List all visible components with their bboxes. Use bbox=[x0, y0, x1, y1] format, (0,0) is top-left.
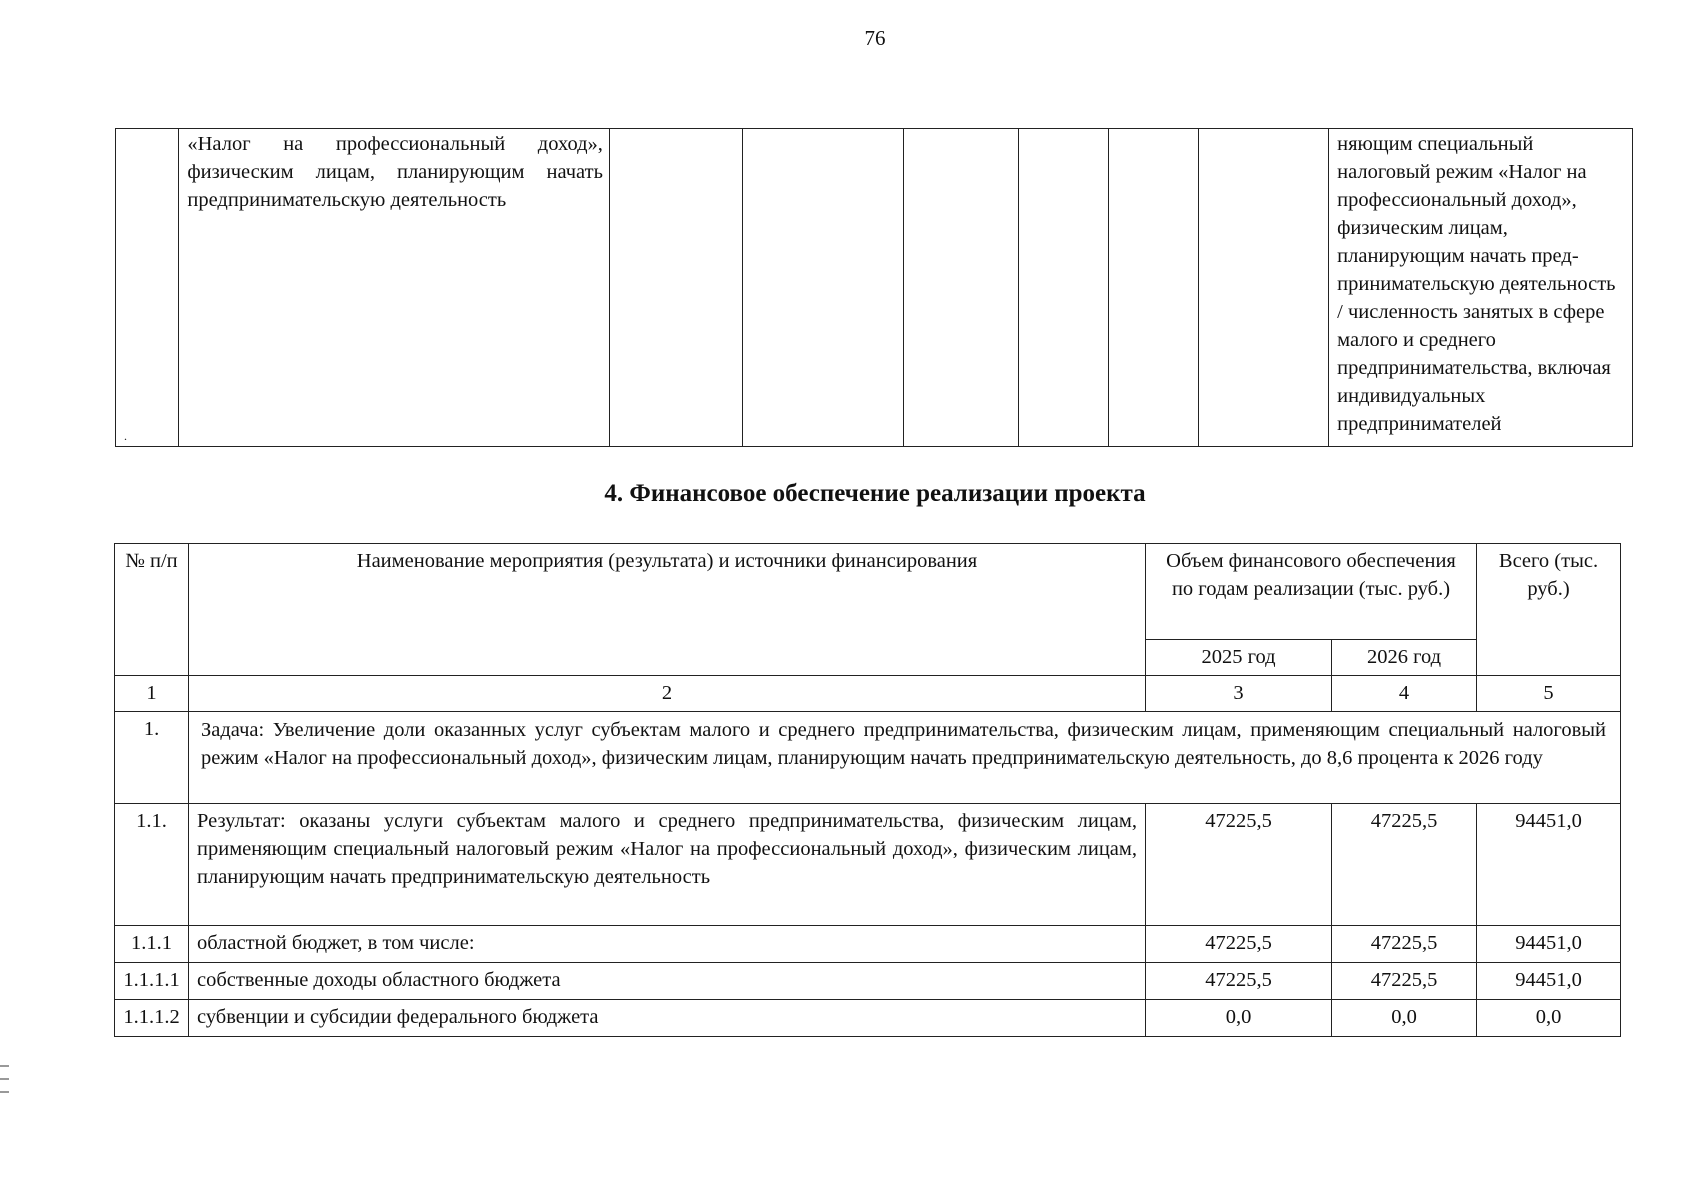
row-name: субвенции и субсидии федерального бюджета bbox=[189, 1000, 1146, 1037]
row-value-2026: 47225,5 bbox=[1332, 804, 1477, 926]
row-total: 94451,0 bbox=[1477, 804, 1621, 926]
page-number: 76 bbox=[864, 26, 886, 50]
column-number: 4 bbox=[1332, 676, 1477, 712]
header-year-2026: 2026 год bbox=[1332, 640, 1477, 676]
table-row bbox=[115, 963, 1621, 1000]
continuation-name-cell: «Налог на профессиональный доход», физическим лицам, планирующим начать предпринимательскую деятельность bbox=[179, 129, 610, 447]
column-number-row bbox=[115, 676, 1621, 712]
row-value-2025: 47225,5 bbox=[1146, 804, 1332, 926]
scan-edge-mark-icon bbox=[0, 1063, 9, 1095]
column-number: 3 bbox=[1146, 676, 1332, 712]
continuation-empty-cell bbox=[1108, 129, 1199, 447]
row-no: 1.1. bbox=[115, 804, 189, 926]
table-row bbox=[115, 1000, 1621, 1037]
continuation-empty-cell bbox=[609, 129, 742, 447]
row-name: областной бюджет, в том числе: bbox=[189, 926, 1146, 963]
continuation-empty-cell bbox=[1019, 129, 1109, 447]
row-no: 1.1.1.2 bbox=[115, 1000, 189, 1037]
column-number: 2 bbox=[189, 676, 1146, 712]
row-name: Результат: оказаны услуги субъектам малого и среднего предпринимательства, физическим лицам, применяющим специальный налоговый режим «Налог на профессиональный доход», физическим лицам, планирующим начать предпринимательскую деятельность bbox=[189, 804, 1146, 926]
row-total: 94451,0 bbox=[1477, 963, 1621, 1000]
header-total: Всего (тыс. руб.) bbox=[1477, 544, 1621, 676]
section-title: 4. Финансовое обеспечение реализации проекта bbox=[604, 480, 1146, 507]
row-value-2025: 47225,5 bbox=[1146, 963, 1332, 1000]
header-volume: Объем финансового обеспечения по годам реализации (тыс. руб.) bbox=[1146, 544, 1477, 640]
continuation-empty-cell bbox=[742, 129, 903, 447]
header-name: Наименование мероприятия (результата) и источники финансирования bbox=[189, 544, 1146, 676]
header-no: № п/п bbox=[115, 544, 189, 676]
continuation-no-cell bbox=[116, 129, 179, 447]
corner-mark: . bbox=[124, 429, 127, 443]
row-value-2026: 0,0 bbox=[1332, 1000, 1477, 1037]
row-value-2025: 47225,5 bbox=[1146, 926, 1332, 963]
table-row bbox=[115, 926, 1621, 963]
row-name: собственные доходы областного бюджета bbox=[189, 963, 1146, 1000]
continuation-empty-cell bbox=[1199, 129, 1329, 447]
continuation-table bbox=[115, 128, 1633, 447]
row-total: 0,0 bbox=[1477, 1000, 1621, 1037]
row-no: 1.1.1 bbox=[115, 926, 189, 963]
row-value-2025: 0,0 bbox=[1146, 1000, 1332, 1037]
row-no: 1.1.1.1 bbox=[115, 963, 189, 1000]
task-row bbox=[115, 712, 1621, 804]
task-text: Задача: Увеличение доли оказанных услуг субъектам малого и среднего предпринимательства, физическим лицам, применяющим специальный налоговый режим «Налог на профессиональный доход», физическим лицам, планирующим начать предпринимательскую деятельность, до 8,6 процента к 2026 году bbox=[189, 712, 1621, 804]
row-total: 94451,0 bbox=[1477, 926, 1621, 963]
column-number: 1 bbox=[115, 676, 189, 712]
task-no: 1. bbox=[115, 712, 189, 804]
row-value-2026: 47225,5 bbox=[1332, 926, 1477, 963]
table-row bbox=[115, 804, 1621, 926]
continuation-empty-cell bbox=[903, 129, 1019, 447]
column-number: 5 bbox=[1477, 676, 1621, 712]
finance-table bbox=[114, 543, 1621, 1037]
continuation-indicator-cell: няющим специальный налоговый режим «Налог на профессиональный доход», физическим лицам, планирующим начать предпринимательскую деятельность / численность занятых в сфере малого и среднего предпринимательства, включая индивидуальных предпринимателей bbox=[1329, 129, 1633, 447]
header-year-2025: 2025 год bbox=[1146, 640, 1332, 676]
row-value-2026: 47225,5 bbox=[1332, 963, 1477, 1000]
